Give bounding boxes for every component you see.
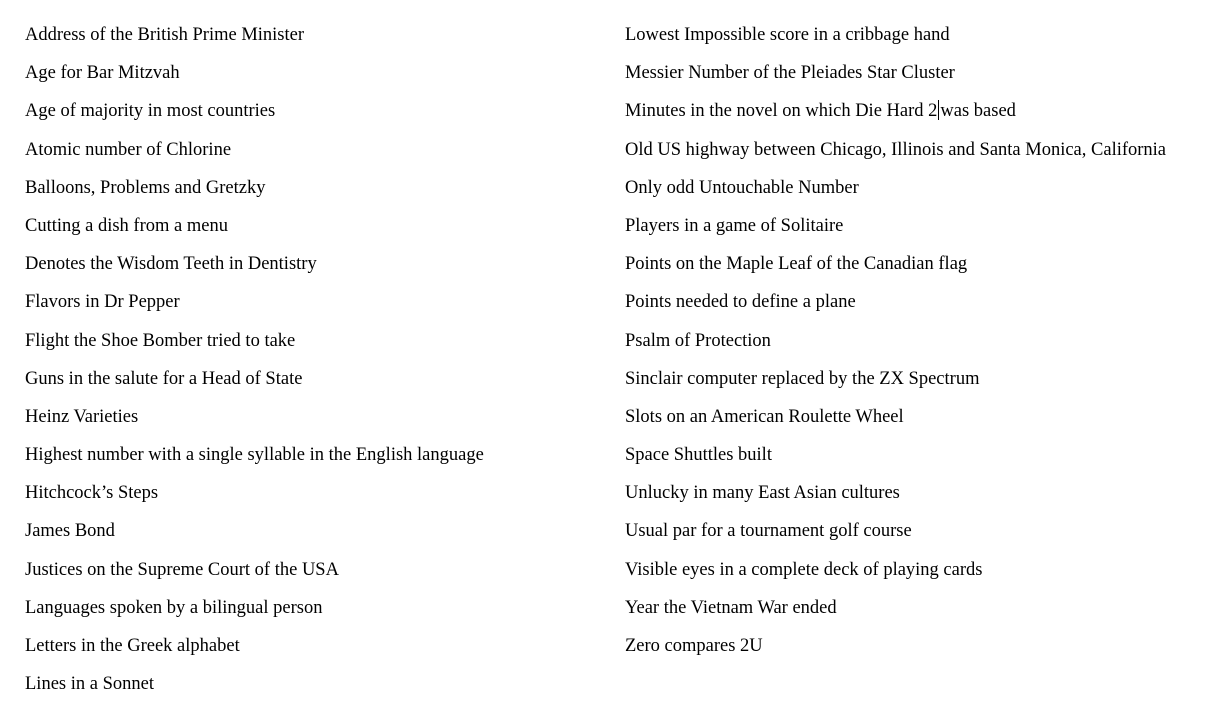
clue-text-after-cursor: was based xyxy=(940,101,1016,122)
clue-item: Players in a game of Solitaire xyxy=(625,215,844,236)
clue-item: Unlucky in many East Asian cultures xyxy=(625,483,900,504)
clue-item: Age for Bar Mitzvah xyxy=(25,63,180,84)
left-clue-list xyxy=(25,20,605,707)
clue-item: Letters in the Greek alphabet xyxy=(25,636,240,656)
clue-item: Visible eyes in a complete deck of playing cards xyxy=(625,559,983,580)
clue-item: Denotes the Wisdom Teeth in Dentistry xyxy=(25,254,317,275)
clue-item: Highest number with a single syllable in the English language xyxy=(25,445,484,466)
clue-item: Lines in a Sonnet xyxy=(25,674,154,695)
clue-item: Atomic number of Chlorine xyxy=(25,139,232,160)
clue-item: Slots on an American Roulette Wheel xyxy=(625,406,904,427)
clue-item: Sinclair computer replaced by the ZX Spectrum xyxy=(625,368,980,389)
right-clue-list xyxy=(625,20,1225,669)
clue-item: Points needed to define a plane xyxy=(625,292,856,313)
clue-text: Minutes in the novel on which Die Hard 2 xyxy=(625,101,938,122)
clue-item: Space Shuttles built xyxy=(625,445,772,466)
clue-item: Heinz Varieties xyxy=(25,406,139,427)
clue-item: Age of majority in most countries xyxy=(25,101,276,122)
clue-item: Balloons, Problems and Gretzky xyxy=(25,177,266,198)
clue-item: Languages spoken by a bilingual person xyxy=(25,597,323,618)
clue-item: Usual par for a tournament golf course xyxy=(625,521,912,542)
clue-item: Flight the Shoe Bomber tried to take xyxy=(25,330,296,351)
clue-item: Messier Number of the Pleiades Star Cluster xyxy=(625,63,955,84)
clue-item: Zero compares 2U xyxy=(625,636,763,656)
clue-item: Psalm of Protection xyxy=(625,330,771,351)
clue-item: James Bond xyxy=(25,521,115,542)
clue-item: Address of the British Prime Minister xyxy=(25,25,305,45)
clue-item: Cutting a dish from a menu xyxy=(25,215,228,236)
clue-item: Points on the Maple Leaf of the Canadian flag xyxy=(625,254,968,275)
clue-item: Guns in the salute for a Head of State xyxy=(25,368,303,389)
clue-item: Justices on the Supreme Court of the USA xyxy=(25,559,339,580)
clue-item: Only odd Untouchable Number xyxy=(625,177,859,198)
clue-item: Year the Vietnam War ended xyxy=(625,597,837,618)
clue-item: Old US highway between Chicago, Illinois and Santa Monica, California xyxy=(625,139,1167,160)
clue-item: Flavors in Dr Pepper xyxy=(25,292,180,313)
clue-item-with-cursor[interactable] xyxy=(625,96,1225,134)
clue-item: Lowest Impossible score in a cribbage hand xyxy=(625,25,950,45)
clue-item: Hitchcock’s Steps xyxy=(25,483,159,504)
